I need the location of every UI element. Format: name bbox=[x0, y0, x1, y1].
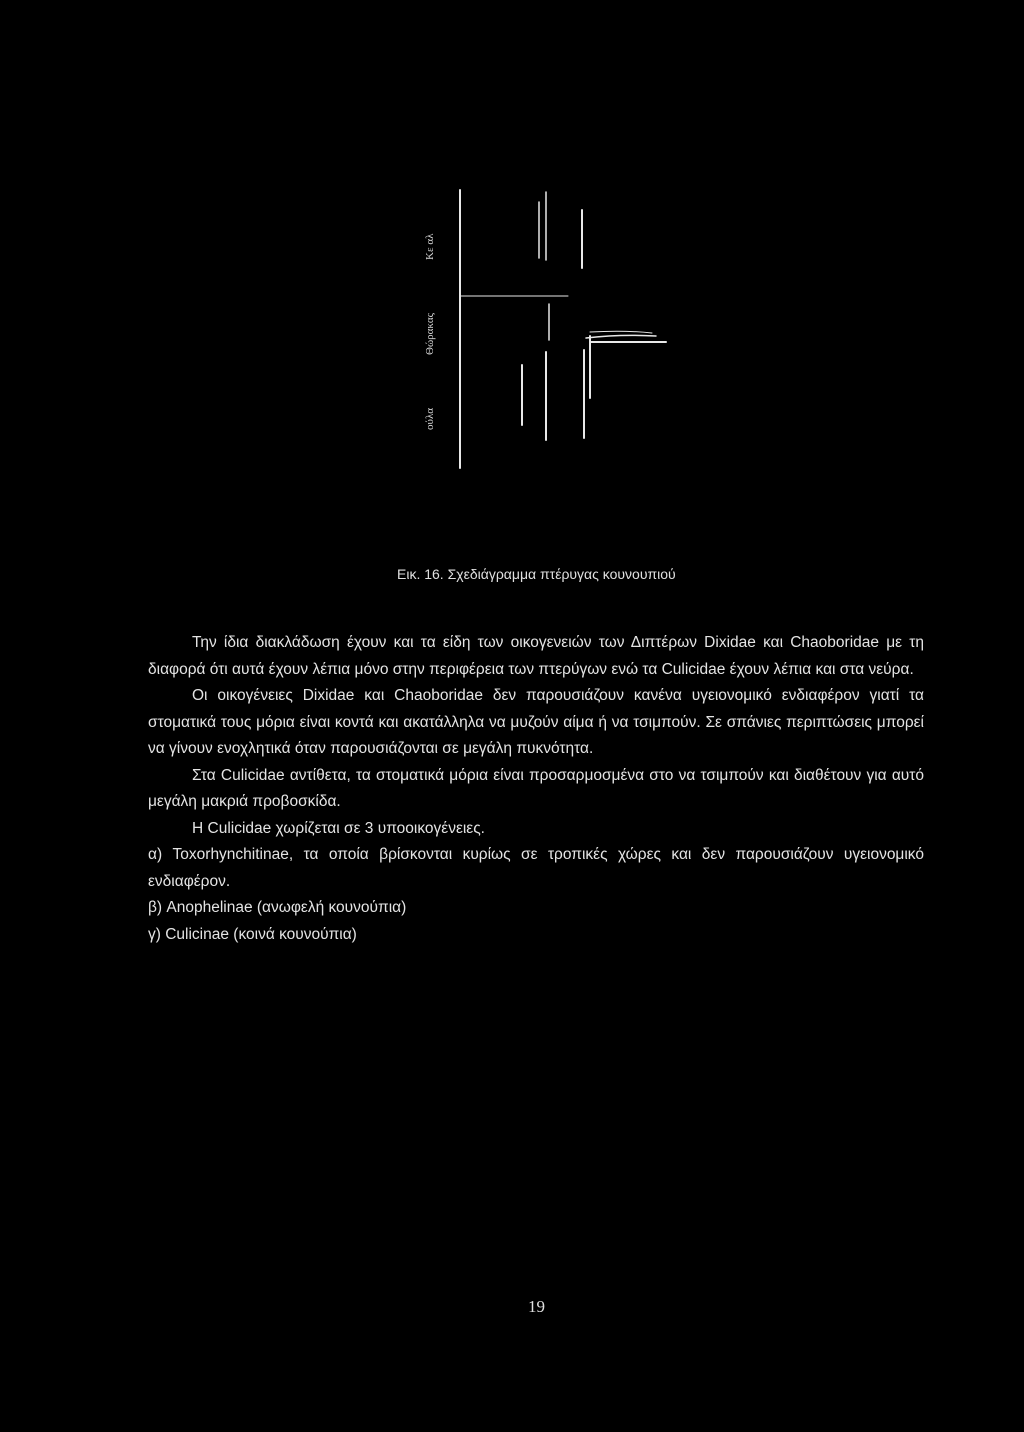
figure-caption bbox=[397, 566, 676, 582]
vein-branch-curve-b bbox=[590, 331, 652, 333]
paragraph-3: Στα Culicidae αντίθετα, τα στοματικά μόρια είναι προσαρμοσμένα στο να τσιμπούν και διαθέτουν για αυτό μεγάλη μακριά προβοσκίδα. bbox=[148, 766, 924, 810]
vein-branch-curve-a bbox=[586, 335, 656, 338]
wing-diagram-lines bbox=[410, 180, 670, 470]
paragraph-4: Η Culicidae χωρίζεται σε 3 υποοικογένειες. bbox=[192, 819, 485, 837]
list-item-b: β) Anophelinae (ανωφελή κουνούπια) bbox=[148, 899, 407, 916]
figure-label-3: Κε αλ bbox=[424, 233, 436, 260]
figure-label-2: Θώρακας bbox=[424, 312, 436, 355]
caption-number: Εικ. 16. bbox=[397, 566, 444, 582]
figure-label-1: ούλα bbox=[424, 407, 436, 430]
body-text bbox=[148, 630, 924, 948]
paragraph-2: Οι οικογένειες Dixidae και Chaoboridae δεν παρουσιάζουν κανένα υγειονομικό ενδιαφέρον γιατί τα στοματικά τους μόρια είναι κοντά και ακατάλληλα να μυζούν αίμα ή να τσιμπούν. Σε σπάνιες περιπτώσεις μπορεί να γίνουν ενοχλητικά όταν παρουσιάζονται σε μεγάλη πυκνότητα. bbox=[148, 687, 924, 757]
caption-text: Σχεδιάγραμμα πτέρυγας κουνουπιού bbox=[447, 566, 676, 582]
wing-diagram-figure bbox=[410, 180, 670, 470]
list-item-a: α) Toxorhynchitinae, τα οποία βρίσκονται κυρίως σε τροπικές χώρες και δεν παρουσιάζουν υγειονομικό ενδιαφέρον. bbox=[148, 846, 924, 890]
paragraph-1: Την ίδια διακλάδωση έχουν και τα είδη των οικογενειών των Διπτέρων Dixidae και Chaoboridae με τη διαφορά ότι αυτά έχουν λέπια μόνο στην περιφέρεια των πτερύγων ενώ τα Culicidae έχουν λέπια και στα νεύρα. bbox=[148, 634, 924, 678]
page-number: 19 bbox=[528, 1297, 545, 1316]
list-item-c: γ) Culicinae (κοινά κουνούπια) bbox=[148, 925, 357, 943]
